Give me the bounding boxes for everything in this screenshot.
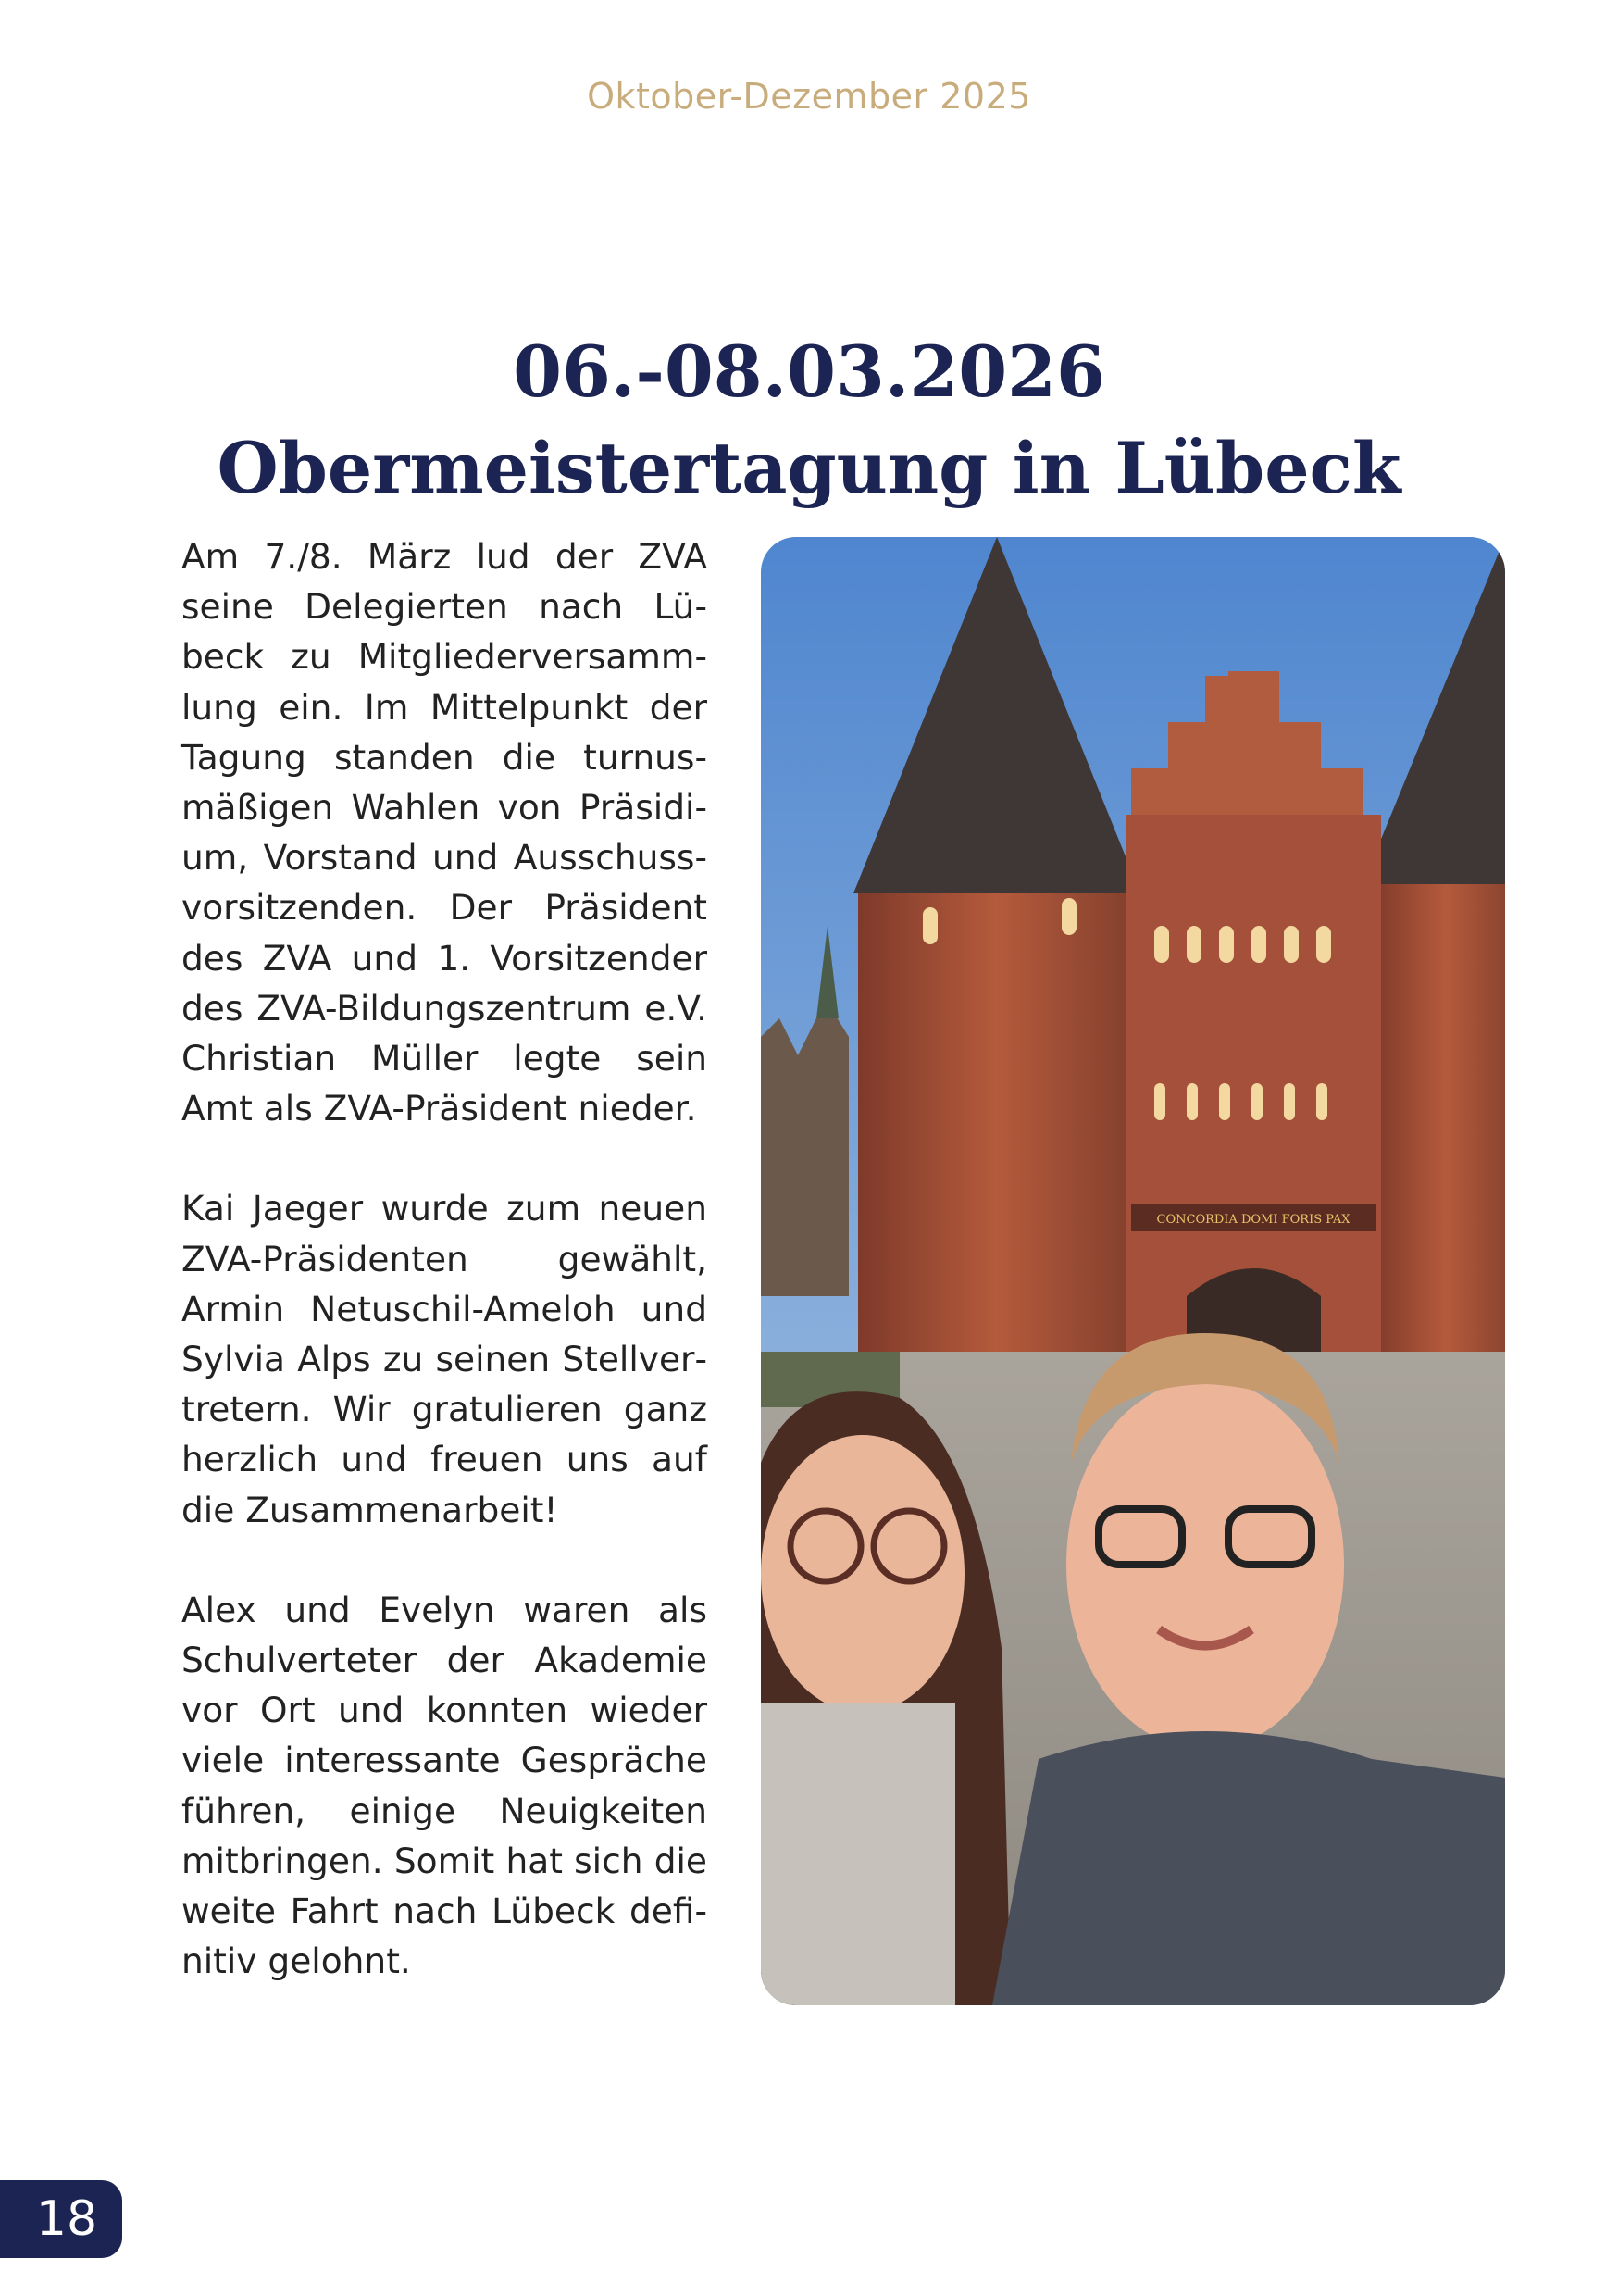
trees	[761, 1000, 849, 1296]
article-title-date: 06.-08.03.2026	[513, 331, 1105, 413]
photo-illustration	[761, 537, 1505, 2005]
man-sweater	[992, 1731, 1505, 2005]
article-title	[0, 324, 1618, 517]
holstentor-selfie-photo	[761, 537, 1505, 2005]
article-paragraph: Am 7./8. März lud der ZVA seine Delegierten nach Lübeck zu Mitgliederversammlung ein. Im Mittelpunkt der Tagung standen die turnusmäßigen Wahlen von Präsidium, Vorstand und Ausschussvorsitzenden. Der Präsident des ZVA und 1. Vorsitzender des ZVA-Bildungszentrum e.V. Christian Müller legte sein Amt als ZVA-Präsident nieder.	[181, 536, 707, 1129]
right-tower	[1372, 880, 1505, 1407]
article-title-heading: Obermeistertagung in Lübeck	[217, 427, 1401, 509]
article-paragraph: Alex und Evelyn waren als Schulverteter der Akademie vor Ort und konnten wieder viele interessante Gespräche führen, einige Neuigkeiten mitbringen. Somit hat sich die weite Fahrt nach Lübeck definitiv gelohnt.	[181, 1589, 707, 1982]
left-tower	[858, 889, 1136, 1407]
gate-inscription: CONCORDIA DOMI FORIS PAX	[1156, 1213, 1350, 1227]
page-number-badge: 18	[0, 2180, 122, 2258]
article-paragraph: Kai Jaeger wurde zum neuen ZVA-Präsidenten gewählt, Armin Netuschil-Ameloh und Sylvia Alps zu seinen Stellvertretern. Wir gratulieren ganz herzlich und freuen uns auf die Zusammenarbeit!	[181, 1188, 707, 1530]
woman-jacket	[761, 1703, 955, 2005]
article-body	[181, 531, 707, 1986]
header-date-range: Oktober-Dezember 2025	[587, 76, 1031, 117]
